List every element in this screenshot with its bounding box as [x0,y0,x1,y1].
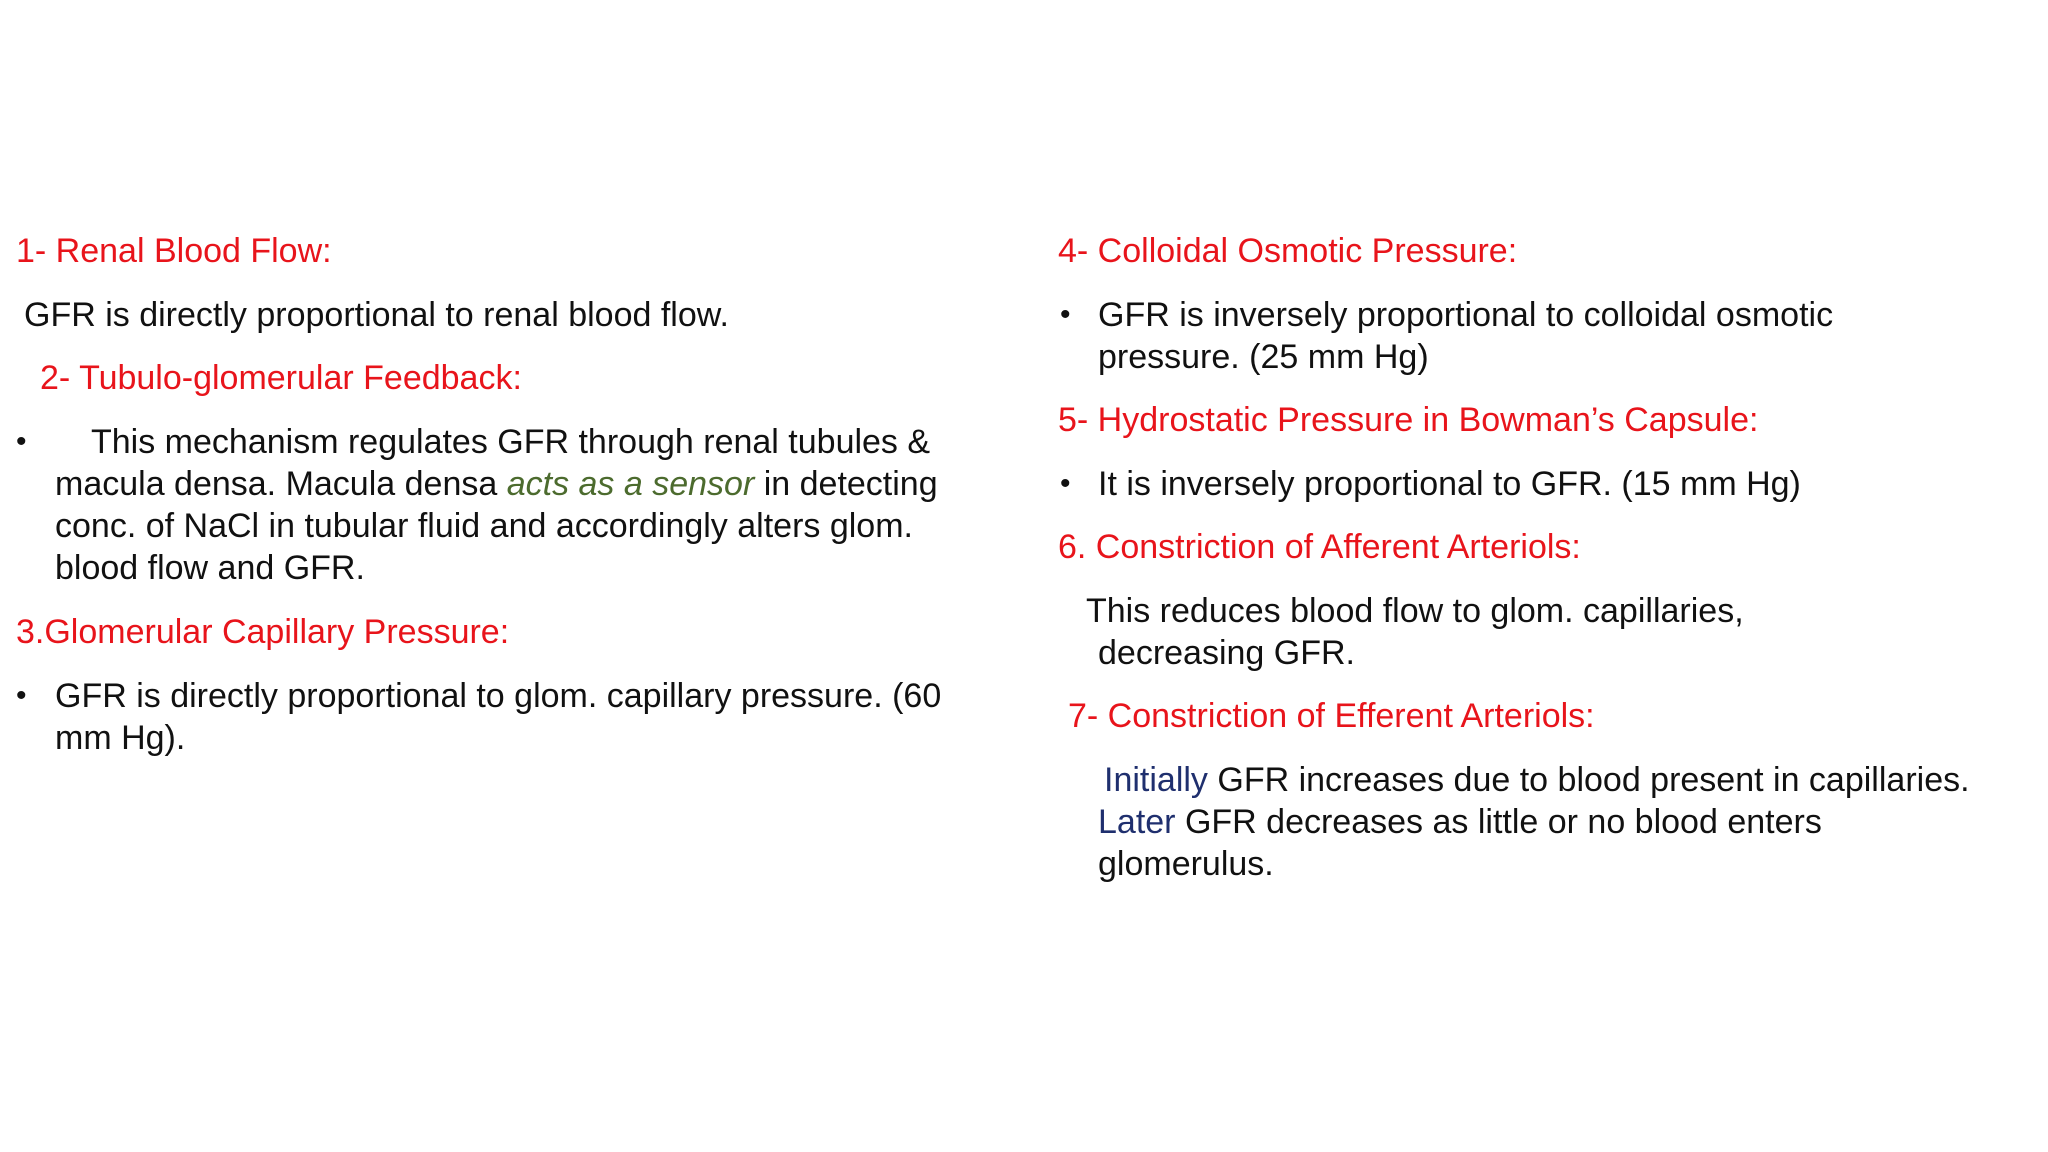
heading-hydrostatic-pressure: 5- Hydrostatic Pressure in Bowman’s Capsule: [1058,401,1759,439]
bullet: • [16,679,27,712]
text-glomerular-capillary-pressure: GFR is directly proportional to glom. capillary pressure. (60 mm Hg). [55,677,942,757]
efferent-text-part-2: GFR decreases as little or no blood enters glomerulus. [1098,803,1822,883]
bullet: • [1060,467,1071,500]
emphasis-acts-as-sensor: acts as a sensor [506,465,755,503]
text-efferent-arteriols [1098,759,1978,885]
heading-glomerular-capillary-pressure: 3.Glomerular Capillary Pressure: [16,613,510,651]
heading-colloidal-osmotic-pressure: 4- Colloidal Osmotic Pressure: [1058,232,1518,270]
feedback-text-part-2: in detecting conc. of NaCl in tubular fluid and accordingly alters glom. blood flow and GFR. [55,465,938,587]
keyword-initially: Initially [1104,761,1208,799]
text-afferent-arteriols: This reduces blood flow to glom. capillaries, decreasing GFR. [1086,592,1744,672]
heading-efferent-arteriols: 7- Constriction of Efferent Arteriols: [1068,697,1595,735]
text-tubulo-glomerular-feedback [55,421,995,589]
heading-afferent-arteriols: 6. Constriction of Afferent Arteriols: [1058,528,1581,566]
keyword-later: Later [1098,803,1176,841]
heading-tubulo-glomerular-feedback: 2- Tubulo-glomerular Feedback: [40,359,522,397]
feedback-text-part-1: This mechanism regulates GFR through renal tubules & macula densa. Macula densa [55,423,931,503]
bullet: • [1060,298,1071,331]
text-hydrostatic-pressure: It is inversely proportional to GFR. (15 mm Hg) [1098,465,1801,503]
text-colloidal-osmotic-pressure: GFR is inversely proportional to colloidal osmotic pressure. (25 mm Hg) [1098,296,1834,376]
bullet: • [16,425,27,458]
efferent-text-part-1: GFR increases due to blood present in capillaries. [1207,761,1970,799]
text-renal-blood-flow: GFR is directly proportional to renal blood flow. [24,296,729,334]
heading-renal-blood-flow: 1- Renal Blood Flow: [16,232,332,270]
